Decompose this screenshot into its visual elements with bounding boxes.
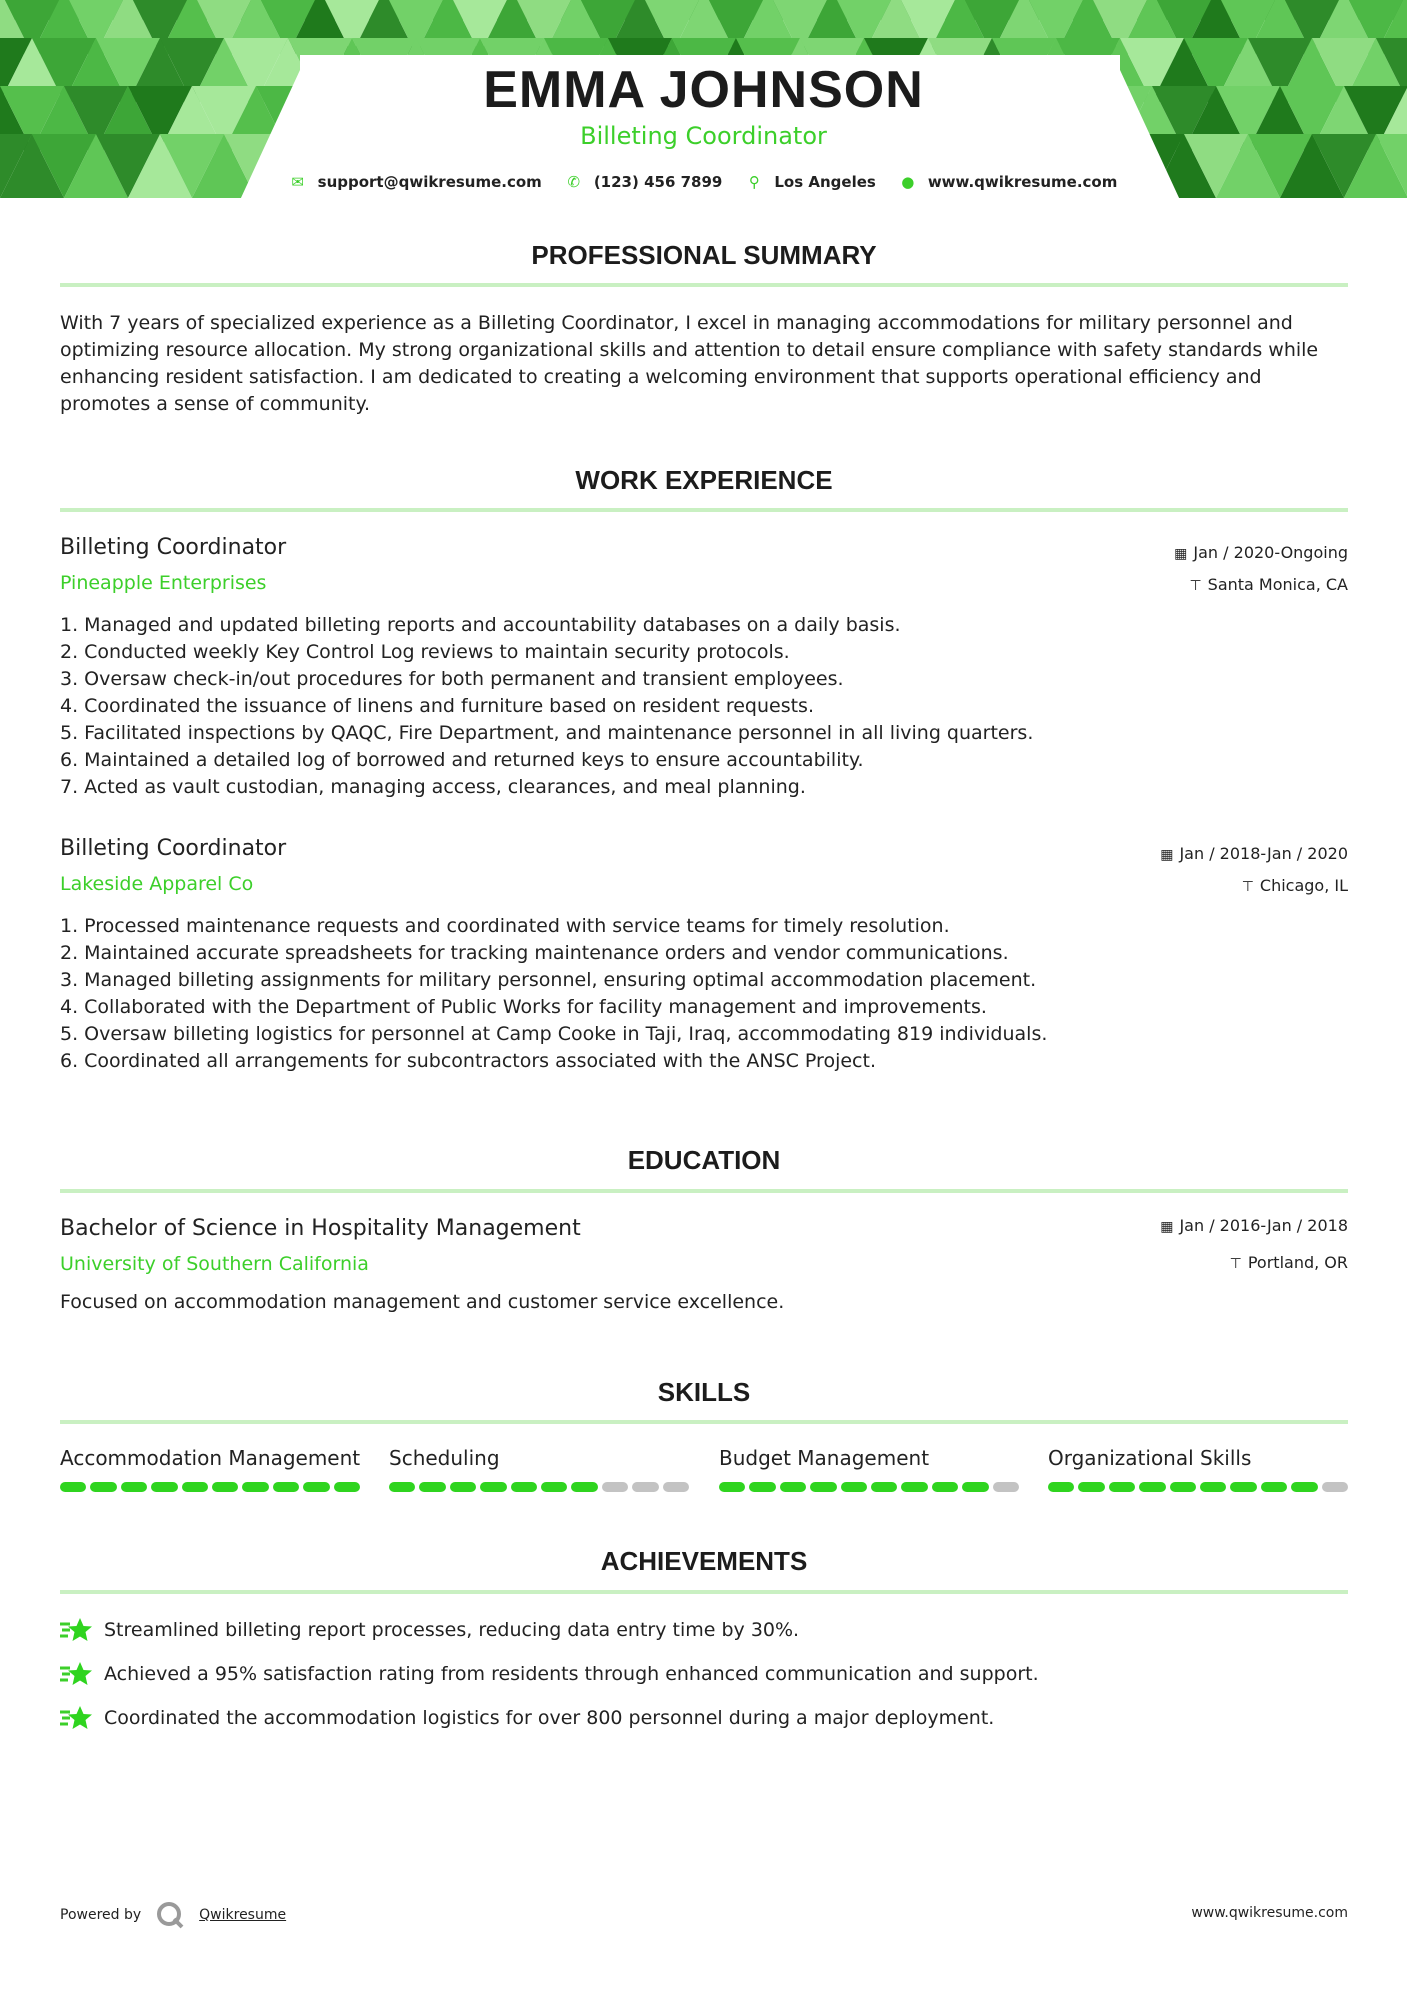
skill-bar-segment [810,1482,836,1492]
achievements-rule [60,1590,1348,1594]
skill-bar-segment [1048,1482,1074,1492]
education-location-text: Portland, OR [1247,1253,1348,1272]
footer-powered-by [60,1900,286,1930]
experience-rule [60,508,1348,512]
skill-bar-segment [1230,1482,1256,1492]
powered-by-text: Powered by [60,1907,142,1923]
duty-item: 1. Processed maintenance requests and coordinated with service teams for timely resolution. [60,915,950,937]
duty-item: 4. Coordinated the issuance of linens and furniture based on resident requests. [60,695,814,717]
skill-bar-segment [719,1482,745,1492]
skill-bar-segment [419,1482,445,1492]
skill-bar-segment [663,1482,689,1492]
star-icon [60,1704,92,1732]
globe-icon: ● [901,173,915,191]
achievement-item [60,1616,799,1644]
duty-item: 3. Managed billeting assignments for military personnel, ensuring optimal accommodation placement. [60,969,1037,991]
skill-bar-segment [389,1482,415,1492]
skills-rule [60,1420,1348,1424]
qwikresume-logo-icon [155,1900,185,1930]
skill-item [719,1446,1019,1492]
achievement-text: Coordinated the accommodation logistics for over 800 personnel during a major deployment. [104,1707,995,1729]
job-dates-text: Jan / 2020-Ongoing [1193,543,1348,562]
job-duties-list [60,612,1348,801]
skill-bar-segment [151,1482,177,1492]
achievements-title: ACHIEVEMENTS [600,1546,808,1576]
duty-item: 7. Acted as vault custodian, managing access, clearances, and meal planning. [60,776,806,798]
skill-bar-segment [450,1482,476,1492]
duty-item: 6. Maintained a detailed log of borrowed and returned keys to ensure accountability. [60,749,864,771]
skill-bar-segment [242,1482,268,1492]
job-duties-list [60,913,1348,1075]
phone-text: (123) 456 7899 [593,173,723,191]
skill-item [60,1446,360,1492]
summary-title: PROFESSIONAL SUMMARY [531,240,877,270]
duty-item: 6. Coordinated all arrangements for subcontractors associated with the ANSC Project. [60,1050,876,1072]
duty-item: 4. Collaborated with the Department of Public Works for facility management and improvements. [60,996,987,1018]
skill-bar-segment [1261,1482,1287,1492]
job-location-text: Santa Monica, CA [1207,575,1348,594]
summary-text: With 7 years of specialized experience as a Billeting Coordinator, I excel in managing accommodations for military personnel and optimizing resource allocation. My strong organizational skills and attention to detail ensure compliance with safety standards while enhancing resident satisfaction. I am dedicated to creating a welcoming environment that supports operational efficiency and promotes a sense of community. [60,312,1319,415]
location-text: Los Angeles [774,173,876,191]
skill-bar-segment [841,1482,867,1492]
contact-email[interactable] [290,173,542,191]
skill-level-bar [60,1482,360,1492]
achievement-text: Achieved a 95% satisfaction rating from residents through enhanced communication and support. [104,1663,1039,1685]
skill-bar-segment [121,1482,147,1492]
skill-bar-segment [60,1482,86,1492]
education-dates-text: Jan / 2016-Jan / 2018 [1179,1216,1348,1235]
duty-item: 3. Oversaw check-in/out procedures for both permanent and transient employees. [60,668,844,690]
education-rule [60,1189,1348,1193]
duty-item: 2. Maintained accurate spreadsheets for tracking maintenance orders and vendor communications. [60,942,1009,964]
envelope-icon: ✉ [291,173,304,191]
contact-website[interactable] [900,173,1118,191]
achievement-item [60,1704,994,1732]
skill-name: Accommodation Management [60,1446,361,1470]
candidate-name: EMMA JOHNSON [483,61,924,119]
calendar-icon: ▦ [1160,847,1174,863]
skill-item [389,1446,689,1492]
calendar-icon: ▦ [1160,1219,1174,1235]
skill-bar-segment [962,1482,988,1492]
job-title: Billeting Coordinator [60,836,287,861]
skill-bar-segment [212,1482,238,1492]
skill-name: Organizational Skills [1048,1446,1252,1470]
skill-item [1048,1446,1348,1492]
skill-bar-segment [901,1482,927,1492]
degree-title: Bachelor of Science in Hospitality Management [60,1216,581,1241]
contact-phone[interactable] [566,173,723,191]
skill-bar-segment [1322,1482,1348,1492]
candidate-role: Billeting Coordinator [580,122,827,150]
phone-icon: ✆ [567,173,581,191]
skill-bar-segment [273,1482,299,1492]
skill-bar-segment [334,1482,360,1492]
experience-title: WORK EXPERIENCE [575,465,833,495]
skill-level-bar [389,1482,689,1492]
skill-bar-segment [1170,1482,1196,1492]
duty-item: 2. Conducted weekly Key Control Log reviews to maintain security protocols. [60,641,790,663]
education-location [1230,1253,1348,1272]
skill-bar-segment [932,1482,958,1492]
skill-level-bar [1048,1482,1348,1492]
education-dates [1160,1216,1348,1235]
skill-bar-segment [632,1482,658,1492]
skill-level-bar [719,1482,1019,1492]
skills-title: SKILLS [657,1377,751,1407]
star-icon [60,1660,92,1688]
job-location [1242,876,1348,895]
skill-bar-segment [541,1482,567,1492]
skill-bar-segment [1291,1482,1317,1492]
qwikresume-link[interactable]: Qwikresume [199,1907,287,1923]
school-name: University of Southern California [60,1253,369,1275]
education-description: Focused on accommodation management and customer service excellence. [60,1291,785,1313]
footer-website[interactable]: www.qwikresume.com [1191,1905,1348,1921]
skill-bar-segment [602,1482,628,1492]
education-title: EDUCATION [627,1145,781,1175]
skill-bar-segment [871,1482,897,1492]
pushpin-icon: ⊤ [1189,578,1202,594]
skill-bar-segment [749,1482,775,1492]
contact-location [746,173,875,191]
skill-name: Budget Management [719,1446,930,1470]
duty-item: 5. Facilitated inspections by QAQC, Fire Department, and maintenance personnel in all living quarters. [60,722,1034,744]
website-text: www.qwikresume.com [927,173,1118,191]
skill-bar-segment [780,1482,806,1492]
skill-name: Scheduling [389,1446,500,1470]
map-pin-icon: ⚲ [748,173,760,191]
skill-bar-segment [511,1482,537,1492]
job-location-text: Chicago, IL [1259,876,1348,895]
skill-bar-segment [993,1482,1019,1492]
skill-bar-segment [571,1482,597,1492]
pushpin-icon: ⊤ [1229,1256,1242,1272]
skill-bar-segment [90,1482,116,1492]
company-name: Pineapple Enterprises [60,572,267,594]
skill-bar-segment [1078,1482,1104,1492]
job-title: Billeting Coordinator [60,535,287,560]
company-name: Lakeside Apparel Co [60,873,254,895]
star-icon [60,1616,92,1644]
skill-bar-segment [1200,1482,1226,1492]
email-text: support@qwikresume.com [317,173,542,191]
job-location [1189,575,1348,594]
summary-rule [60,283,1348,287]
duty-item: 1. Managed and updated billeting reports and accountability databases on a daily basis. [60,614,901,636]
skill-bar-segment [1109,1482,1135,1492]
skill-bar-segment [480,1482,506,1492]
pushpin-icon: ⊤ [1241,879,1254,895]
skill-bar-segment [182,1482,208,1492]
job-dates-text: Jan / 2018-Jan / 2020 [1179,844,1348,863]
achievement-text: Streamlined billeting report processes, reducing data entry time by 30%. [104,1619,800,1641]
job-dates [1174,543,1348,562]
calendar-icon: ▦ [1174,546,1188,562]
skill-bar-segment [303,1482,329,1492]
contact-bar [0,173,1407,191]
duty-item: 5. Oversaw billeting logistics for personnel at Camp Cooke in Taji, Iraq, accommodating 819 individuals. [60,1023,1048,1045]
achievement-item [60,1660,1039,1688]
skill-bar-segment [1139,1482,1165,1492]
job-dates [1160,844,1348,863]
